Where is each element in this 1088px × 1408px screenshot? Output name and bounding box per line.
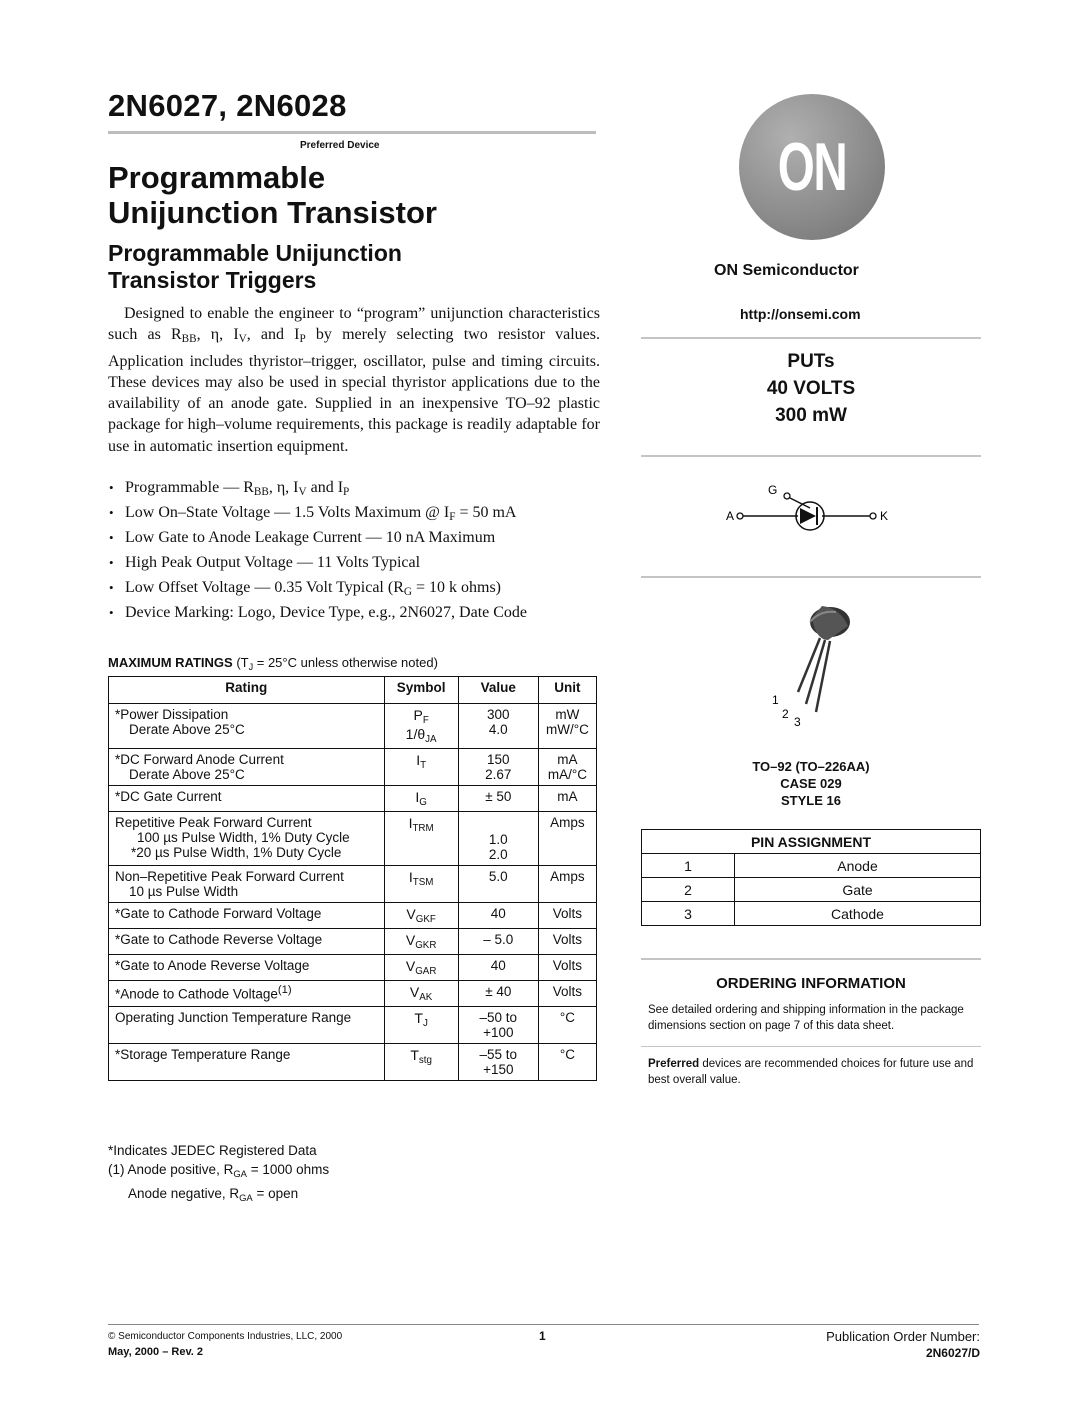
rating-cell: *Storage Temperature Range — [109, 1044, 385, 1081]
rating-cell: Operating Junction Temperature Range — [109, 1007, 385, 1044]
symbol-text: V — [409, 984, 420, 1000]
rating-cell — [109, 981, 385, 1007]
company-name: ON Semiconductor — [714, 262, 859, 279]
value-text: 2.0 — [488, 847, 508, 862]
unit-cell: mA — [538, 786, 596, 812]
symbol-text: T — [414, 1010, 423, 1026]
unit-cell: Volts — [538, 981, 596, 1007]
value-text: –55 to — [479, 1047, 518, 1062]
rating-text: 10 µs Pulse Width — [129, 884, 239, 899]
pin-assignment-table — [641, 829, 981, 926]
list-item — [108, 527, 600, 552]
on-logo — [739, 94, 885, 240]
symbol-sub: G — [419, 797, 427, 808]
feature-text: = 50 mA — [455, 504, 517, 521]
pin-number: 1 — [642, 854, 735, 878]
unit-text: mA/°C — [547, 767, 587, 782]
symbol-cell — [384, 749, 458, 786]
max-ratings-table — [108, 676, 597, 1081]
anode-label: A — [726, 509, 735, 523]
unit-cell: Amps — [538, 866, 596, 903]
symbol-sub: stg — [418, 1055, 432, 1066]
unit-text: mA — [557, 752, 578, 767]
preferred-bold: Preferred — [648, 1058, 700, 1070]
symbol-sub: F — [422, 715, 429, 726]
symbol-text: V — [405, 958, 416, 974]
ratings-heading-bold: MAXIMUM RATINGS — [108, 655, 233, 670]
intro-iv: I — [233, 326, 239, 344]
feature-text: High Peak Output Voltage — 11 Volts Typical — [125, 554, 421, 571]
ordering-text: See detailed ordering and shipping information in the package dimensions section on page 7 of this data sheet. — [648, 1004, 964, 1032]
rating-text: *Power Dissipation — [115, 707, 229, 722]
note-text: Anode negative, R — [128, 1186, 240, 1201]
ordering-title: ORDERING INFORMATION — [716, 975, 906, 992]
symbol-cell — [384, 866, 458, 903]
page-number: 1 — [539, 1329, 546, 1343]
footer-rule — [108, 1324, 979, 1325]
symbol-cell — [384, 812, 458, 866]
symbol-sub: TRM — [412, 823, 434, 834]
intro-sep-1: , η, — [196, 326, 234, 344]
symbol-sub: TSM — [412, 877, 434, 888]
symbol-sub: JA — [425, 734, 437, 745]
value-cell: 40 — [458, 955, 538, 981]
col-rating-header: Rating — [109, 677, 385, 704]
list-item — [108, 602, 600, 627]
gate-terminal — [784, 493, 790, 499]
intro-ip: I — [294, 326, 300, 344]
feature-text: Device Marking: Logo, Device Type, e.g., 2N6027, Date Code — [125, 604, 528, 621]
feature-text: = 10 k ohms) — [411, 579, 501, 596]
symbol-sub: GAR — [415, 966, 437, 977]
feature-text: , η, I — [268, 479, 299, 496]
header-rule — [108, 131, 596, 134]
pin-3-label: 3 — [794, 715, 801, 729]
table-row — [109, 1007, 597, 1044]
unit-text: mW/°C — [545, 722, 589, 737]
table-row — [642, 854, 981, 878]
part-numbers: 2N6027, 2N6028 — [108, 88, 347, 123]
divider — [641, 958, 981, 960]
rating-cell: *DC Gate Current — [109, 786, 385, 812]
feature-sub: BB — [253, 486, 269, 498]
rating-text: Repetitive Peak Forward Current — [115, 815, 312, 830]
bullet-icon: • — [109, 605, 114, 620]
table-row — [109, 786, 597, 812]
symbol-cell — [384, 1007, 458, 1044]
cathode-terminal — [870, 513, 876, 519]
jedec-note: *Indicates JEDEC Registered Data — [108, 1143, 317, 1158]
pin-name: Anode — [735, 854, 981, 878]
logo-text: ON — [777, 129, 847, 205]
rating-text: Derate Above 25°C — [129, 722, 245, 737]
value-cell — [458, 812, 538, 866]
preferred-note — [648, 1056, 978, 1088]
rating-text: 100 µs Pulse Width, 1% Duty Cycle — [137, 830, 350, 845]
bullet-icon: • — [109, 480, 114, 495]
pin-name: Gate — [735, 878, 981, 902]
symbol-text: V — [405, 932, 416, 948]
symbol-text: V — [406, 906, 416, 922]
note-text: = 1000 ohms — [246, 1162, 330, 1177]
rating-line: 300 mW — [775, 405, 847, 426]
bullet-icon: • — [109, 580, 114, 595]
feature-text: and I — [306, 479, 344, 496]
preferred-device-label: Preferred Device — [300, 140, 380, 151]
rating-text: Derate Above 25°C — [129, 767, 245, 782]
value-text: 300 — [487, 707, 510, 722]
rating-cell — [109, 704, 385, 749]
value-cell: ± 40 — [458, 981, 538, 1007]
package-name: TO–92 (TO–226AA) — [752, 759, 870, 774]
rating-cell — [109, 812, 385, 866]
symbol-sub: AK — [419, 992, 433, 1003]
list-item — [108, 577, 600, 602]
table-row — [642, 878, 981, 902]
value-cell: ± 50 — [458, 786, 538, 812]
value-text: 4.0 — [488, 722, 508, 737]
feature-list — [108, 477, 600, 627]
pin-assignment-title: PIN ASSIGNMENT — [642, 830, 981, 854]
feature-sub: G — [403, 586, 412, 598]
publication-label: Publication Order Number: — [826, 1329, 980, 1344]
anode-terminal — [737, 513, 743, 519]
intro-rbb-sub: BB — [181, 333, 197, 346]
intro-rbb: R — [171, 326, 182, 344]
symbol-text: P — [413, 707, 423, 723]
unit-cell: Volts — [538, 903, 596, 929]
title-line-1: Programmable — [108, 160, 326, 195]
table-row — [109, 866, 597, 903]
symbol-cell — [384, 955, 458, 981]
table-row — [109, 1044, 597, 1081]
value-text: 150 — [487, 752, 510, 767]
pin-name: Cathode — [735, 902, 981, 926]
intro-paragraph — [108, 303, 600, 457]
unit-cell: °C — [538, 1044, 596, 1081]
package-case: CASE 029 — [780, 776, 842, 791]
note-sub: GA — [239, 1193, 253, 1204]
page-subtitle — [108, 240, 402, 294]
title-line-2: Unijunction Transistor — [108, 195, 437, 230]
value-cell: 40 — [458, 903, 538, 929]
table-row — [109, 749, 597, 786]
intro-sep-2: , and — [246, 326, 295, 344]
col-value-header: Value — [458, 677, 538, 704]
table-row — [109, 903, 597, 929]
bullet-icon: • — [109, 555, 114, 570]
unit-cell: Volts — [538, 929, 596, 955]
symbol-text: I — [416, 752, 421, 768]
unit-cell — [538, 749, 596, 786]
value-cell — [458, 1007, 538, 1044]
feature-sub: P — [343, 486, 350, 498]
symbol-cell — [384, 903, 458, 929]
table-header-row — [109, 677, 597, 704]
package-style: STYLE 16 — [781, 793, 841, 808]
intro-text-2: by merely selecting two resistor values. Application includes thyristor–trigger, oscillator, pulse and timing circuits. These devices may also be used in special thyristor applications due to the availability of an anode gate. Supplied in an inexpensive TO–92 plastic package for high–volume requirements, this package is readily adaptable for use in automatic insertion equipment. — [108, 326, 601, 455]
symbol-text: I — [408, 815, 413, 831]
col-unit-header: Unit — [538, 677, 596, 704]
subtitle-line-2: Transistor Triggers — [108, 267, 317, 293]
divider — [641, 455, 981, 457]
list-item — [108, 502, 600, 527]
rating-line: PUTs — [787, 351, 835, 372]
table-row — [642, 902, 981, 926]
symbol-text: T — [410, 1047, 419, 1063]
symbol-sub: T — [420, 760, 427, 771]
rating-summary — [641, 348, 981, 429]
put-symbol-diagram — [720, 482, 900, 542]
symbol-cell — [384, 1044, 458, 1081]
unit-text: mW — [555, 707, 580, 722]
bullet-icon: • — [109, 530, 114, 545]
col-symbol-header: Symbol — [384, 677, 458, 704]
symbol-cell — [384, 981, 458, 1007]
note-text: (1) Anode positive, R — [108, 1162, 234, 1177]
bullet-icon: • — [109, 505, 114, 520]
value-text: 1.0 — [488, 832, 508, 847]
feature-text: Low Offset Voltage — 0.35 Volt Typical (R — [125, 579, 404, 596]
pin-number: 3 — [642, 902, 735, 926]
copyright: © Semiconductor Components Industries, LLC, 2000 — [108, 1331, 343, 1342]
rating-cell: *Gate to Cathode Reverse Voltage — [109, 929, 385, 955]
pin-2-label: 2 — [782, 707, 789, 721]
diode-triangle — [800, 508, 816, 524]
feature-text: Low Gate to Anode Leakage Current — 10 nA Maximum — [125, 529, 496, 546]
symbol-cell — [384, 786, 458, 812]
rating-text: *Anode to Cathode Voltage — [115, 986, 278, 1002]
table-row — [109, 929, 597, 955]
symbol-sub: GKR — [415, 940, 437, 951]
unit-cell: Amps — [538, 812, 596, 866]
intro-text-1: Designed to enable the engineer to “program” unijunction characteristics such as — [108, 305, 600, 344]
footnote-marker: (1) — [277, 984, 292, 996]
symbol-cell — [384, 929, 458, 955]
value-cell: 5.0 — [458, 866, 538, 903]
rating-cell: *Gate to Cathode Forward Voltage — [109, 903, 385, 929]
company-url[interactable]: http://onsemi.com — [740, 306, 861, 322]
publication-number: 2N6027/D — [925, 1346, 980, 1360]
intro-ip-sub: P — [299, 333, 306, 346]
table-row — [109, 812, 597, 866]
value-text: 2.67 — [485, 767, 512, 782]
symbol-text: I — [408, 869, 413, 885]
symbol-sub: J — [422, 1018, 428, 1029]
ratings-heading-sub: J — [248, 662, 254, 672]
cathode-label: K — [880, 509, 889, 523]
rating-text: Non–Repetitive Peak Forward Current — [115, 869, 344, 884]
ratings-heading-text: = 25°C unless otherwise noted) — [253, 655, 438, 670]
rating-cell: *Gate to Anode Reverse Voltage — [109, 955, 385, 981]
note-sub: GA — [233, 1169, 247, 1180]
pin-3-lead — [816, 641, 830, 712]
value-text: +100 — [483, 1025, 514, 1040]
rating-text: *DC Forward Anode Current — [115, 752, 284, 767]
footnote-1 — [108, 1160, 329, 1184]
date-revision: May, 2000 – Rev. 2 — [108, 1346, 203, 1358]
feature-sub: F — [449, 511, 456, 523]
preferred-text: devices are recommended choices for future use and best overall value. — [648, 1058, 974, 1086]
value-cell — [458, 1044, 538, 1081]
value-text: +150 — [483, 1062, 514, 1077]
pin-1-label: 1 — [772, 693, 779, 707]
gate-label: G — [768, 483, 778, 497]
value-cell: – 5.0 — [458, 929, 538, 955]
unit-cell: °C — [538, 1007, 596, 1044]
feature-text: Low On–State Voltage — 1.5 Volts Maximum @ I — [125, 504, 450, 521]
table-row — [109, 955, 597, 981]
value-text: –50 to — [479, 1010, 518, 1025]
list-item — [108, 552, 600, 577]
table-row — [109, 981, 597, 1007]
rating-cell — [109, 866, 385, 903]
note-text: = open — [252, 1186, 299, 1201]
table-row — [109, 704, 597, 749]
pin-number: 2 — [642, 878, 735, 902]
value-cell — [458, 749, 538, 786]
unit-cell — [538, 704, 596, 749]
unit-cell: Volts — [538, 955, 596, 981]
value-cell — [458, 704, 538, 749]
rating-text: *20 µs Pulse Width, 1% Duty Cycle — [131, 845, 342, 860]
feature-sub: V — [298, 486, 307, 498]
symbol-text: 1/θ — [405, 726, 426, 742]
divider — [641, 337, 981, 339]
table-notes — [108, 1141, 329, 1208]
footnote-1-cont — [108, 1184, 329, 1208]
package-info — [641, 758, 981, 809]
ratings-heading — [108, 655, 438, 672]
symbol-cell — [384, 704, 458, 749]
ratings-heading-text: (T — [232, 655, 249, 670]
feature-text: Programmable — R — [125, 479, 254, 496]
divider — [641, 1046, 981, 1047]
rating-line: 40 VOLTS — [766, 378, 856, 399]
subtitle-line-1: Programmable Unijunction — [108, 240, 402, 266]
intro-iv-sub: V — [238, 333, 247, 346]
divider — [641, 576, 981, 578]
to92-package-icon — [770, 600, 860, 730]
list-item — [108, 477, 600, 502]
symbol-text: I — [415, 789, 420, 805]
rating-cell — [109, 749, 385, 786]
page-title — [108, 160, 437, 230]
symbol-sub: GKF — [415, 914, 436, 925]
